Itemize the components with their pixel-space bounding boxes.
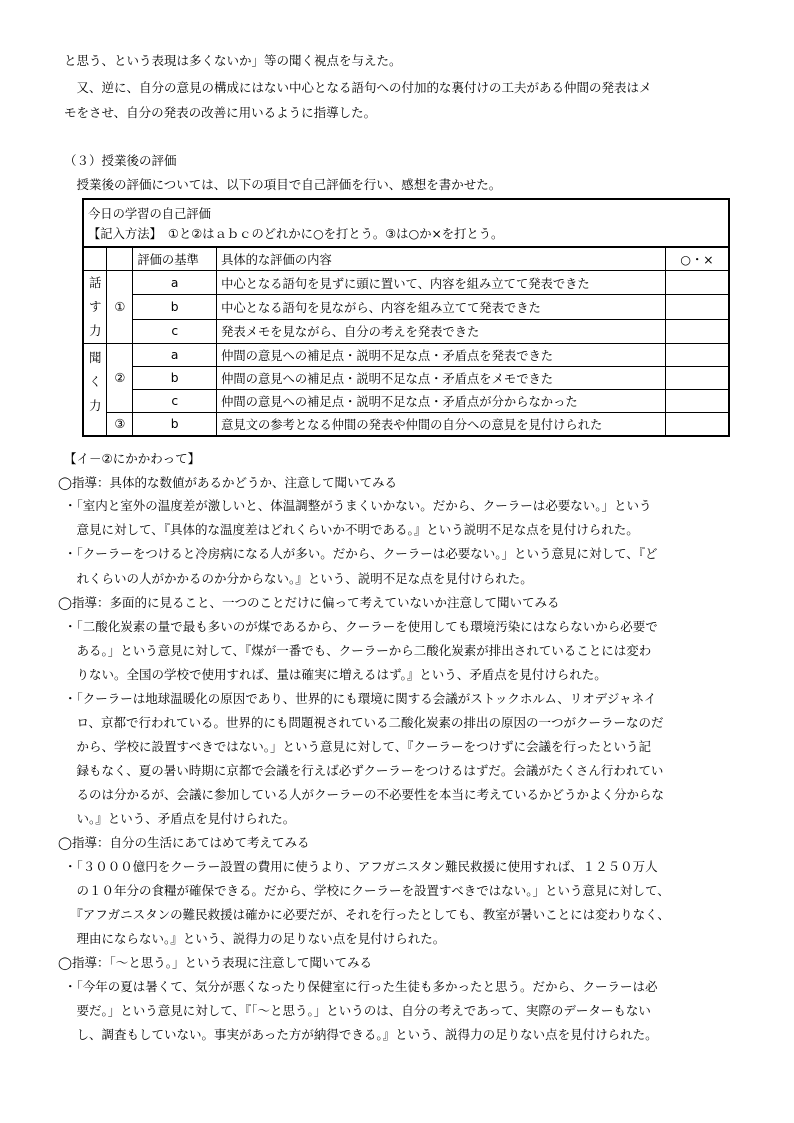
body-line: ・「クーラーをつけると冷房病になる人が多い。だから、クーラーは必要ない。」という意見に対して、『ど xyxy=(64,546,658,561)
table-row xyxy=(83,319,729,343)
col-content-header: 具体的な評価の内容 xyxy=(217,247,666,271)
guidance-1: ◯指導：具体的な数値があるかどうか、注意して聞いてみる xyxy=(58,475,397,490)
mark-cell[interactable] xyxy=(665,344,729,367)
body-line: れくらいの人がかかるのか分からない。』という、説明不足な点を見付けられた。 xyxy=(64,571,533,586)
criteria-text: 発表メモを見ながら、自分の考えを発表できた xyxy=(217,319,666,343)
mark-cell[interactable] xyxy=(665,295,729,319)
body-line: ロ、京都で行われている。世界的にも問題視されている二酸化炭素の排出の原因の一つがクーラーなのだ xyxy=(64,715,664,730)
body-line: 録もなく、夏の暑い時期に京都で会議を行えば必ずクーラーをつけるはずだ。会議がたくさん行われてい xyxy=(64,763,664,778)
self-evaluation-table xyxy=(82,198,730,437)
criteria-text: 意見文の参考となる仲間の発表や仲間の自分への意見を見付けられた xyxy=(217,413,666,437)
body-line: るのは分かるが、会議に参加している人がクーラーの不必要性を本当に考えているかどうかよく分からな xyxy=(64,787,665,802)
body-line: 『アフガニスタンの難民救援は確かに必要だが、それを行ったとしても、教室が暑いことには変わりなく、 xyxy=(64,907,670,922)
grade-cell: c xyxy=(133,390,217,413)
guidance-3: ◯指導：自分の生活にあてはめて考えてみる xyxy=(58,835,310,850)
grade-cell: c xyxy=(133,319,217,343)
col-mark-header: ○・× xyxy=(665,247,729,271)
body-line: 要だ。」という意見に対して、『「～と思う。」というのは、自分の考えであって、実際のデーターもない xyxy=(64,1003,651,1018)
group-number: ③ xyxy=(107,413,133,437)
body-line: い。』という、矛盾点を見付けられた。 xyxy=(64,811,296,826)
grade-cell: b xyxy=(133,367,217,390)
group-label-speaking: 話 す 力 xyxy=(83,271,107,344)
criteria-text: 中心となる語句を見ながら、内容を組み立てて発表できた xyxy=(217,295,666,319)
blank-header-cell xyxy=(107,247,133,271)
blank-header-cell xyxy=(83,247,107,271)
table-row xyxy=(83,413,729,437)
col-criteria-header: 評価の基準 xyxy=(133,247,217,271)
body-line: ある。」という意見に対して、『煤が一番でも、クーラーから二酸化炭素が排出されていることには変わ xyxy=(64,643,652,658)
table-instructions: 【記入方法】 ①と②はａｂｃのどれかに○を打とう。③は○か×を打とう。 xyxy=(88,227,504,241)
group-number: ① xyxy=(107,271,133,344)
table-row xyxy=(83,390,729,413)
intro-line-2: 又、逆に、自分の意見の構成にはない中心となる語句への付加的な裏付けの工夫がある仲間の発表はメ xyxy=(64,80,652,95)
criteria-text: 仲間の意見への補足点・説明不足な点・矛盾点が分からなかった xyxy=(217,390,666,413)
intro-line-1: と思う、という表現は多くないか」等の聞く視点を与えた。 xyxy=(64,53,402,68)
section-lead: 授業後の評価については、以下の項目で自己評価を行い、感想を書かせた。 xyxy=(64,177,502,192)
mark-cell[interactable] xyxy=(665,367,729,390)
body-line: し、調査もしていない。事実があった方が納得できる。』という、説得力の足りない点を見付けられた。 xyxy=(64,1027,658,1042)
body-line: から、学校に設置すべきではない。」という意見に対して、『クーラーをつけずに会議を行ったという記 xyxy=(64,739,652,754)
body-line: ・「３０００億円をクーラー設置の費用に使うより、アフガニスタン難民救援に使用すれば、１２５０万人 xyxy=(64,859,658,874)
mark-cell[interactable] xyxy=(665,319,729,343)
body-line: ・「二酸化炭素の量で最も多いのが煤であるから、クーラーを使用しても環境汚染にはならないから必要で xyxy=(64,619,658,634)
table-title: 今日の学習の自己評価 xyxy=(88,207,211,221)
guidance-2: ◯指導：多面的に見ること、一つのことだけに偏って考えていないか注意して聞いてみる xyxy=(58,595,560,610)
mark-cell[interactable] xyxy=(665,271,729,295)
grade-cell: b xyxy=(133,295,217,319)
mark-cell[interactable] xyxy=(665,413,729,437)
criteria-text: 仲間の意見への補足点・説明不足な点・矛盾点をメモできた xyxy=(217,367,666,390)
body-line: りない。全国の学校で使用すれば、量は確実に増えるはず。』という、矛盾点を見付けられた。 xyxy=(64,667,607,682)
body-line: ・「室内と室外の温度差が激しいと、体温調整がうまくいかない。だから、クーラーは必要ない。」という xyxy=(64,498,652,513)
body-line: ・「クーラーは地球温暖化の原因であり、世界的にも環境に関する会議がストックホルム、リオデジャネイ xyxy=(64,691,657,706)
group-label-listening: 聞 く 力 xyxy=(83,344,107,437)
criteria-text: 仲間の意見への補足点・説明不足な点・矛盾点を発表できた xyxy=(217,344,666,367)
grade-cell: a xyxy=(133,271,217,295)
body-line: 理由にならない。』という、説得力の足りない点を見付けられた。 xyxy=(64,931,446,946)
table-row xyxy=(83,271,729,295)
table-header-cell xyxy=(83,199,729,247)
table-row xyxy=(83,344,729,367)
mark-cell[interactable] xyxy=(665,390,729,413)
table-row xyxy=(83,367,729,390)
body-line: の１０年分の食糧が確保できる。だから、学校にクーラーを設置すべきではない。」という意見に対して、 xyxy=(64,883,670,898)
subheading: 【イ－②にかかわって】 xyxy=(64,451,201,466)
guidance-4: ◯指導：「～と思う。」という表現に注意して聞いてみる xyxy=(58,955,372,970)
table-row xyxy=(83,295,729,319)
grade-cell: b xyxy=(133,413,217,437)
body-line: ・「今年の夏は暑くて、気分が悪くなったり保健室に行った生徒も多かったと思う。だから、クーラーは必 xyxy=(64,979,658,994)
section-heading: （３）授業後の評価 xyxy=(64,153,177,168)
group-number: ② xyxy=(107,344,133,413)
body-line: 意見に対して、『具体的な温度差はどれくらいか不明である。』という説明不足な点を見付けられた。 xyxy=(64,522,639,537)
intro-line-3: モをさせ、自分の発表の改善に用いるように指導した。 xyxy=(64,105,377,120)
table-column-headers xyxy=(83,247,729,271)
criteria-text: 中心となる語句を見ずに頭に置いて、内容を組み立てて発表できた xyxy=(217,271,666,295)
grade-cell: a xyxy=(133,344,217,367)
